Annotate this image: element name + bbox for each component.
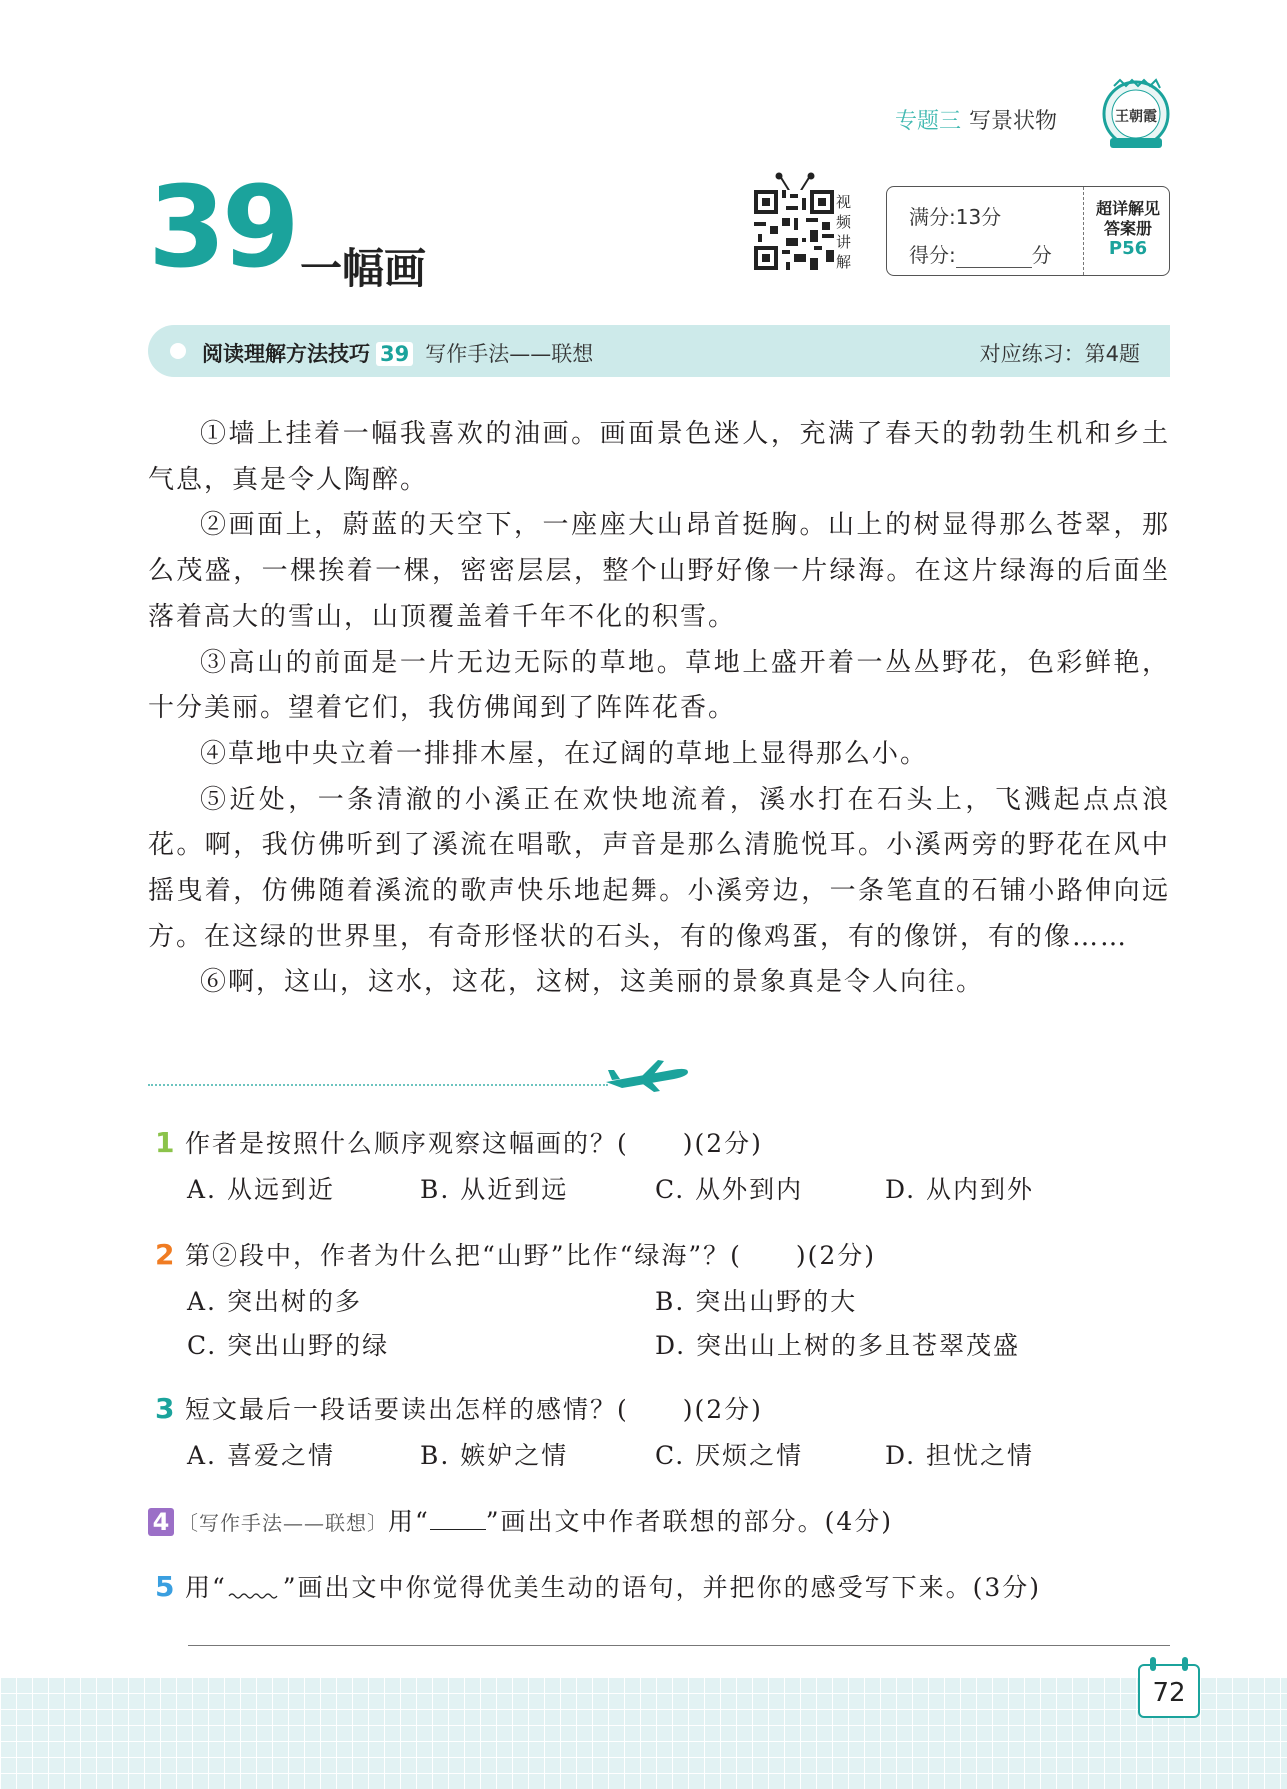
wavy-underline-sample: [227, 1574, 283, 1596]
footer-grid-band: [0, 1677, 1287, 1789]
question-2: [155, 1236, 876, 1272]
score-divider: [1083, 187, 1084, 275]
section-divider: [148, 1084, 608, 1086]
question-4-text-after: ”画出文中作者联想的部分。(4分): [485, 1507, 893, 1536]
score-blank[interactable]: [956, 249, 1032, 268]
paragraph-5: ⑤近处，一条清澈的小溪正在欢快地流着，溪水打在石头上，飞溅起点点浪花。啊，我仿佛听到了溪流在唱歌，声音是那么清脆悦耳。小溪两旁的野花在风中摇曳着，仿佛随着溪流的歌声快乐地起舞。小溪旁边，一条笔直的石铺小路伸向远方。在这绿的世界里，有奇形怪状的石头，有的像鸡蛋，有的像饼，有的像……: [148, 784, 1170, 952]
q3-option-a[interactable]: A. 喜爱之情: [187, 1441, 335, 1470]
score-label: 得分:: [909, 243, 956, 267]
question-1: [155, 1124, 763, 1160]
paragraph-6: ⑥啊，这山，这水，这花，这树，这美丽的景象真是令人向往。: [200, 967, 985, 998]
qr-code-icon[interactable]: [754, 190, 834, 270]
airplane-icon: [602, 1058, 692, 1094]
calendar-ring-right: [1182, 1657, 1188, 1671]
reading-passage: [148, 412, 1170, 1006]
question-5-text-after: ”画出文中你觉得优美生动的语句，并把你的感受写下来。(3分): [282, 1573, 1041, 1602]
tip-practice: 对应练习：第4题: [979, 342, 1140, 366]
calendar-ring-left: [1150, 1657, 1156, 1671]
score-box: [886, 186, 1170, 276]
lesson-title: 一幅画: [300, 244, 427, 293]
answer-page: P56: [1108, 238, 1148, 259]
tip-topic: 写作手法——联想: [425, 342, 594, 366]
paragraph-2: ②画面上，蔚蓝的天空下，一座座大山昂首挺胸。山上的树显得那么苍翠，那么茂盛，一棵挨着一棵，密密层层，整个山野好像一片绿海。在这片绿海的后面坐落着高大的雪山，山顶覆盖着千年不化的积雪。: [148, 510, 1170, 632]
paragraph-4: ④草地中央立着一排排木屋，在辽阔的草地上显得那么小。: [200, 738, 929, 769]
answer-line-1: 超详解见: [1095, 199, 1160, 218]
q2-option-b[interactable]: B. 突出山野的大: [655, 1287, 858, 1316]
answer-line-2: 答案册: [1103, 219, 1152, 238]
question-4-tag: 〔写作手法——联想〕: [178, 1511, 388, 1535]
tip-title: 阅读理解方法技巧: [202, 342, 370, 366]
q1-option-a[interactable]: A. 从远到近: [187, 1175, 335, 1204]
question-number-2: 2: [155, 1238, 175, 1271]
q1-option-c[interactable]: C. 从外到内: [655, 1175, 804, 1204]
page-number: 72: [1152, 1678, 1186, 1708]
question-number-5: 5: [155, 1570, 175, 1603]
paragraph-3: ③高山的前面是一片无边无际的草地。草地上盛开着一丛丛野花，色彩鲜艳，十分美丽。望着它们，我仿佛闻到了阵阵花香。: [148, 647, 1170, 724]
answer-writing-line[interactable]: [188, 1645, 1170, 1646]
lesson-number: 39: [148, 163, 296, 293]
topic-name: 写景状物: [969, 109, 1058, 134]
question-5-text-before: 用“: [185, 1573, 227, 1602]
question-number-3: 3: [155, 1392, 175, 1425]
tip-title-row: [202, 338, 593, 368]
question-4-text-before: 用“: [388, 1507, 430, 1536]
full-score: 满分:13分: [909, 205, 1002, 229]
q3-option-d[interactable]: D. 担忧之情: [885, 1441, 1035, 1470]
question-4: [148, 1502, 893, 1538]
score-field[interactable]: [909, 239, 1052, 268]
video-label[interactable]: 视频讲解: [836, 193, 852, 271]
q3-option-c[interactable]: C. 厌烦之情: [655, 1441, 804, 1470]
score-unit: 分: [1031, 243, 1052, 267]
q2-option-a[interactable]: A. 突出树的多: [187, 1287, 362, 1316]
paragraph-1: ①墙上挂着一幅我喜欢的油画。画面景色迷人，充满了春天的勃勃生机和乡土气息，真是令人陶醉。: [148, 419, 1170, 495]
topic-header: [895, 104, 1057, 135]
q1-option-d[interactable]: D. 从内到外: [885, 1175, 1035, 1204]
question-2-text: 第②段中，作者为什么把“山野”比作“绿海”？( )(2分): [185, 1241, 877, 1270]
question-3-text: 短文最后一段话要读出怎样的感情？( )(2分): [185, 1395, 763, 1424]
q2-option-c[interactable]: C. 突出山野的绿: [187, 1331, 390, 1360]
tip-number: 39: [376, 342, 413, 366]
q3-option-b[interactable]: B. 嫉妒之情: [420, 1441, 569, 1470]
q1-option-b[interactable]: B. 从近到远: [420, 1175, 569, 1204]
question-3: [155, 1390, 763, 1426]
reading-tip-bar: [148, 325, 1170, 377]
q2-option-d[interactable]: D. 突出山上树的多且苍翠茂盛: [655, 1331, 1021, 1360]
question-1-text: 作者是按照什么顺序观察这幅画的？( )(2分): [185, 1129, 763, 1158]
question-number-4: 4: [148, 1508, 174, 1536]
answer-reference: [1087, 199, 1169, 259]
straight-underline-sample: [430, 1507, 486, 1530]
question-number-1: 1: [155, 1126, 175, 1159]
page-number-badge: [1138, 1664, 1200, 1718]
question-5: [155, 1568, 1041, 1604]
bullet-dot-icon: [170, 343, 186, 359]
logo-text: 王朝霞: [1115, 109, 1157, 125]
topic-label: 专题三: [895, 109, 962, 134]
brand-logo: [1100, 76, 1172, 156]
